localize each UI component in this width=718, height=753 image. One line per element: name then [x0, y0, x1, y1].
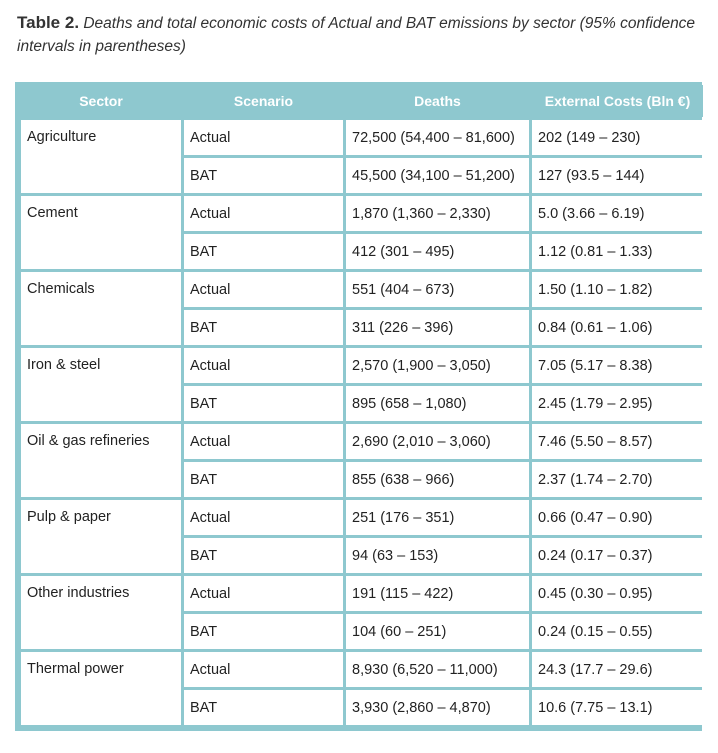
table-row: [21, 348, 703, 383]
external-costs-cell: 127 (93.5 – 144): [532, 158, 703, 193]
scenario-cell: BAT: [184, 234, 343, 269]
deaths-cell: 94 (63 – 153): [346, 538, 529, 573]
deaths-cell: 251 (176 – 351): [346, 500, 529, 535]
scenario-cell: Actual: [184, 500, 343, 535]
sector-cell: Chemicals: [21, 272, 181, 345]
table-header-row: [21, 85, 703, 117]
deaths-cell: 1,870 (1,360 – 2,330): [346, 196, 529, 231]
external-costs-cell: 0.84 (0.61 – 1.06): [532, 310, 703, 345]
external-costs-cell: 7.46 (5.50 – 8.57): [532, 424, 703, 459]
external-costs-cell: 2.37 (1.74 – 2.70): [532, 462, 703, 497]
table-row: [21, 576, 703, 611]
sector-cell: Pulp & paper: [21, 500, 181, 573]
deaths-cell: 72,500 (54,400 – 81,600): [346, 120, 529, 155]
sector-cell: Thermal power: [21, 652, 181, 725]
scenario-cell: Actual: [184, 120, 343, 155]
external-costs-cell: 24.3 (17.7 – 29.6): [532, 652, 703, 687]
table-caption-text: Deaths and total economic costs of Actual and BAT emissions by sector (95% confidence intervals in parentheses): [17, 15, 696, 55]
table-label: Table 2.: [17, 13, 80, 32]
deaths-cell: 311 (226 – 396): [346, 310, 529, 345]
scenario-cell: Actual: [184, 652, 343, 687]
sector-cell: Oil & gas refineries: [21, 424, 181, 497]
table-row: [21, 196, 703, 231]
sector-cell: Other industries: [21, 576, 181, 649]
sector-cell: Agriculture: [21, 120, 181, 193]
scenario-cell: BAT: [184, 538, 343, 573]
scenario-cell: Actual: [184, 424, 343, 459]
header-sector: Sector: [21, 85, 181, 117]
external-costs-cell: 7.05 (5.17 – 8.38): [532, 348, 703, 383]
external-costs-cell: 5.0 (3.66 – 6.19): [532, 196, 703, 231]
table-row: [21, 120, 703, 155]
deaths-cell: 2,690 (2,010 – 3,060): [346, 424, 529, 459]
scenario-cell: Actual: [184, 196, 343, 231]
scenario-cell: Actual: [184, 576, 343, 611]
deaths-cell: 2,570 (1,900 – 3,050): [346, 348, 529, 383]
external-costs-cell: 1.50 (1.10 – 1.82): [532, 272, 703, 307]
deaths-cell: 191 (115 – 422): [346, 576, 529, 611]
external-costs-cell: 0.66 (0.47 – 0.90): [532, 500, 703, 535]
deaths-cell: 855 (638 – 966): [346, 462, 529, 497]
scenario-cell: BAT: [184, 158, 343, 193]
table-caption: [17, 11, 707, 58]
scenario-cell: BAT: [184, 614, 343, 649]
scenario-cell: Actual: [184, 272, 343, 307]
deaths-cell: 8,930 (6,520 – 11,000): [346, 652, 529, 687]
deaths-cell: 551 (404 – 673): [346, 272, 529, 307]
table-row: [21, 500, 703, 535]
emissions-table-container: [15, 82, 702, 731]
header-scenario: Scenario: [184, 85, 343, 117]
table-row: [21, 652, 703, 687]
deaths-cell: 412 (301 – 495): [346, 234, 529, 269]
external-costs-cell: 0.45 (0.30 – 0.95): [532, 576, 703, 611]
scenario-cell: BAT: [184, 690, 343, 725]
header-deaths: Deaths: [346, 85, 529, 117]
scenario-cell: BAT: [184, 462, 343, 497]
scenario-cell: BAT: [184, 310, 343, 345]
sector-cell: Cement: [21, 196, 181, 269]
table-body: [21, 120, 703, 725]
external-costs-cell: 2.45 (1.79 – 2.95): [532, 386, 703, 421]
deaths-cell: 104 (60 – 251): [346, 614, 529, 649]
scenario-cell: BAT: [184, 386, 343, 421]
deaths-cell: 895 (658 – 1,080): [346, 386, 529, 421]
header-external-costs: External Costs (Bln €): [532, 85, 703, 117]
deaths-cell: 45,500 (34,100 – 51,200): [346, 158, 529, 193]
external-costs-cell: 0.24 (0.17 – 0.37): [532, 538, 703, 573]
deaths-cell: 3,930 (2,860 – 4,870): [346, 690, 529, 725]
external-costs-cell: 10.6 (7.75 – 13.1): [532, 690, 703, 725]
table-row: [21, 424, 703, 459]
table-row: [21, 272, 703, 307]
external-costs-cell: 1.12 (0.81 – 1.33): [532, 234, 703, 269]
external-costs-cell: 0.24 (0.15 – 0.55): [532, 614, 703, 649]
external-costs-cell: 202 (149 – 230): [532, 120, 703, 155]
scenario-cell: Actual: [184, 348, 343, 383]
emissions-table: [18, 82, 706, 728]
sector-cell: Iron & steel: [21, 348, 181, 421]
